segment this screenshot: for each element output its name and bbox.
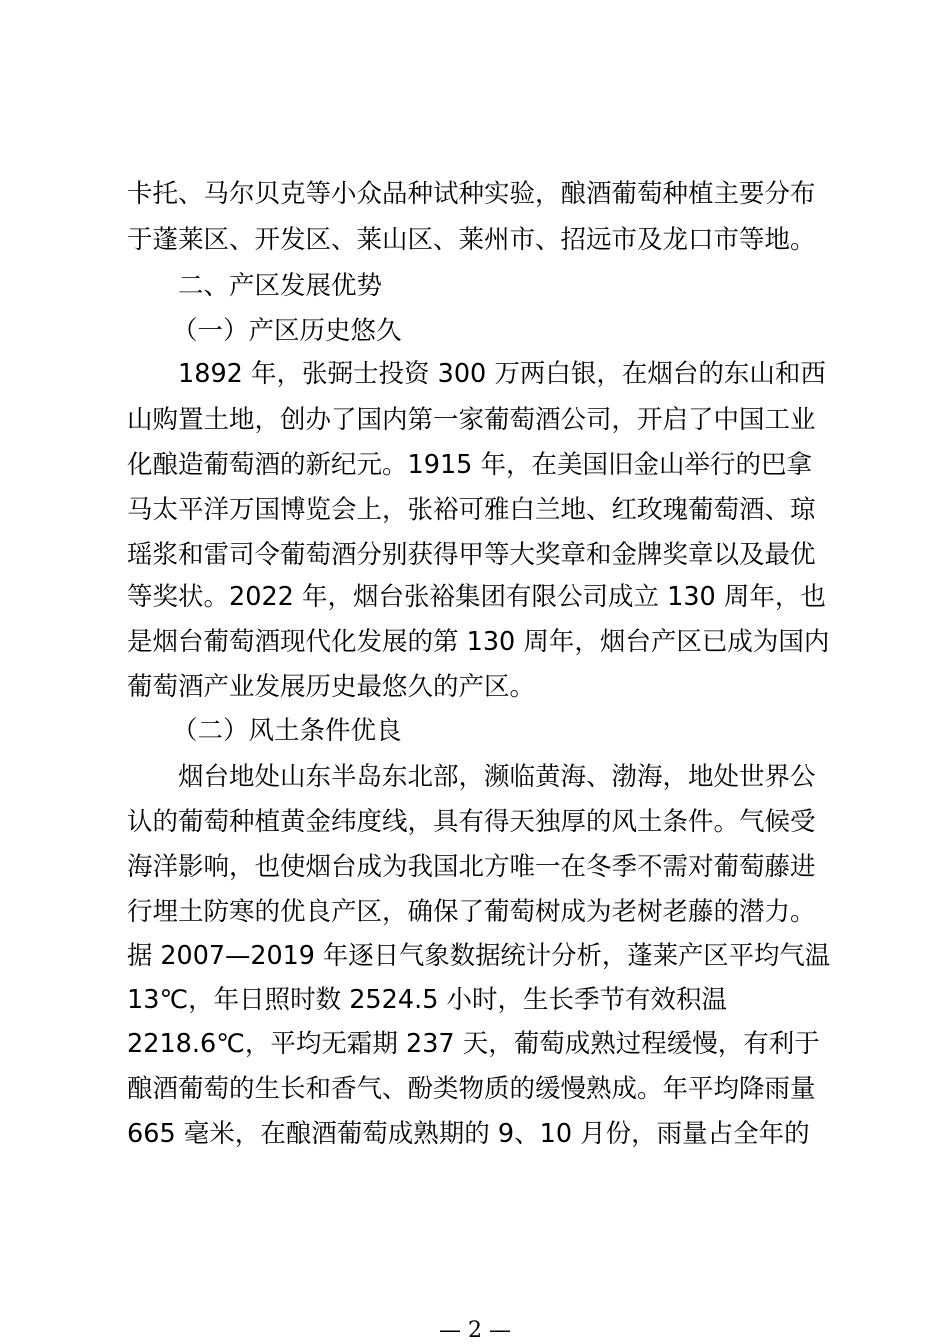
body-text-line: 行埋土防寒的优良产区，确保了葡萄树成为老树老藤的潜力。 <box>127 897 816 927</box>
body-text-line: 于蓬莱区、开发区、莱山区、莱州市、招远市及龙口市等地。 <box>127 225 816 255</box>
body-text-line: 马太平洋万国博览会上，张裕可雅白兰地、红玫瑰葡萄酒、琼 <box>127 495 816 525</box>
body-text-line: 13℃，年日照时数 2524.5 小时，生长季节有效积温 <box>127 985 728 1015</box>
body-text-line: 认的葡萄种植黄金纬度线，具有得天独厚的风土条件。气候受 <box>127 807 816 837</box>
body-text-line: 瑶浆和雷司令葡萄酒分别获得甲等大奖章和金牌奖章以及最优 <box>127 540 816 570</box>
body-text-line: 等奖状。2022 年，烟台张裕集团有限公司成立 130 周年，也 <box>127 582 826 612</box>
body-text-line: 海洋影响，也使烟台成为我国北方唯一在冬季不需对葡萄藤进 <box>127 852 816 882</box>
body-text-line: 葡萄酒产业发展历史最悠久的产区。 <box>127 672 536 702</box>
body-text-line: 1892 年，张弼士投资 300 万两白银，在烟台的东山和西 <box>178 359 826 389</box>
body-text-line: 酿酒葡萄的生长和香气、酚类物质的缓慢熟成。年平均降雨量 <box>127 1074 816 1104</box>
section-heading: 二、产区发展优势 <box>178 271 383 301</box>
subsection-heading: （一）产区历史悠久 <box>172 316 402 346</box>
body-text-line: 665 毫米，在酿酒葡萄成熟期的 9、10 月份，雨量占全年的 <box>127 1119 810 1149</box>
body-text-line: 山购置土地，创办了国内第一家葡萄酒公司，开启了中国工业 <box>127 405 816 435</box>
body-text-line: 烟台地处山东半岛东北部，濒临黄海、渤海，地处世界公 <box>178 762 816 792</box>
body-text-line: 是烟台葡萄酒现代化发展的第 130 周年，烟台产区已成为国内 <box>127 627 830 657</box>
body-text-line: 化酿造葡萄酒的新纪元。1915 年，在美国旧金山举行的巴拿 <box>127 450 813 480</box>
body-text-line: 据 2007—2019 年逐日气象数据统计分析，蓬莱产区平均气温 <box>127 940 831 970</box>
subsection-heading: （二）风土条件优良 <box>172 716 402 746</box>
body-text-line: 2218.6℃，平均无霜期 237 天，葡萄成熟过程缓慢，有利于 <box>127 1029 820 1059</box>
page-number: — 2 — <box>439 1318 511 1343</box>
body-text-line: 卡托、马尔贝克等小众品种试种实验，酿酒葡萄种植主要分布 <box>127 179 816 209</box>
